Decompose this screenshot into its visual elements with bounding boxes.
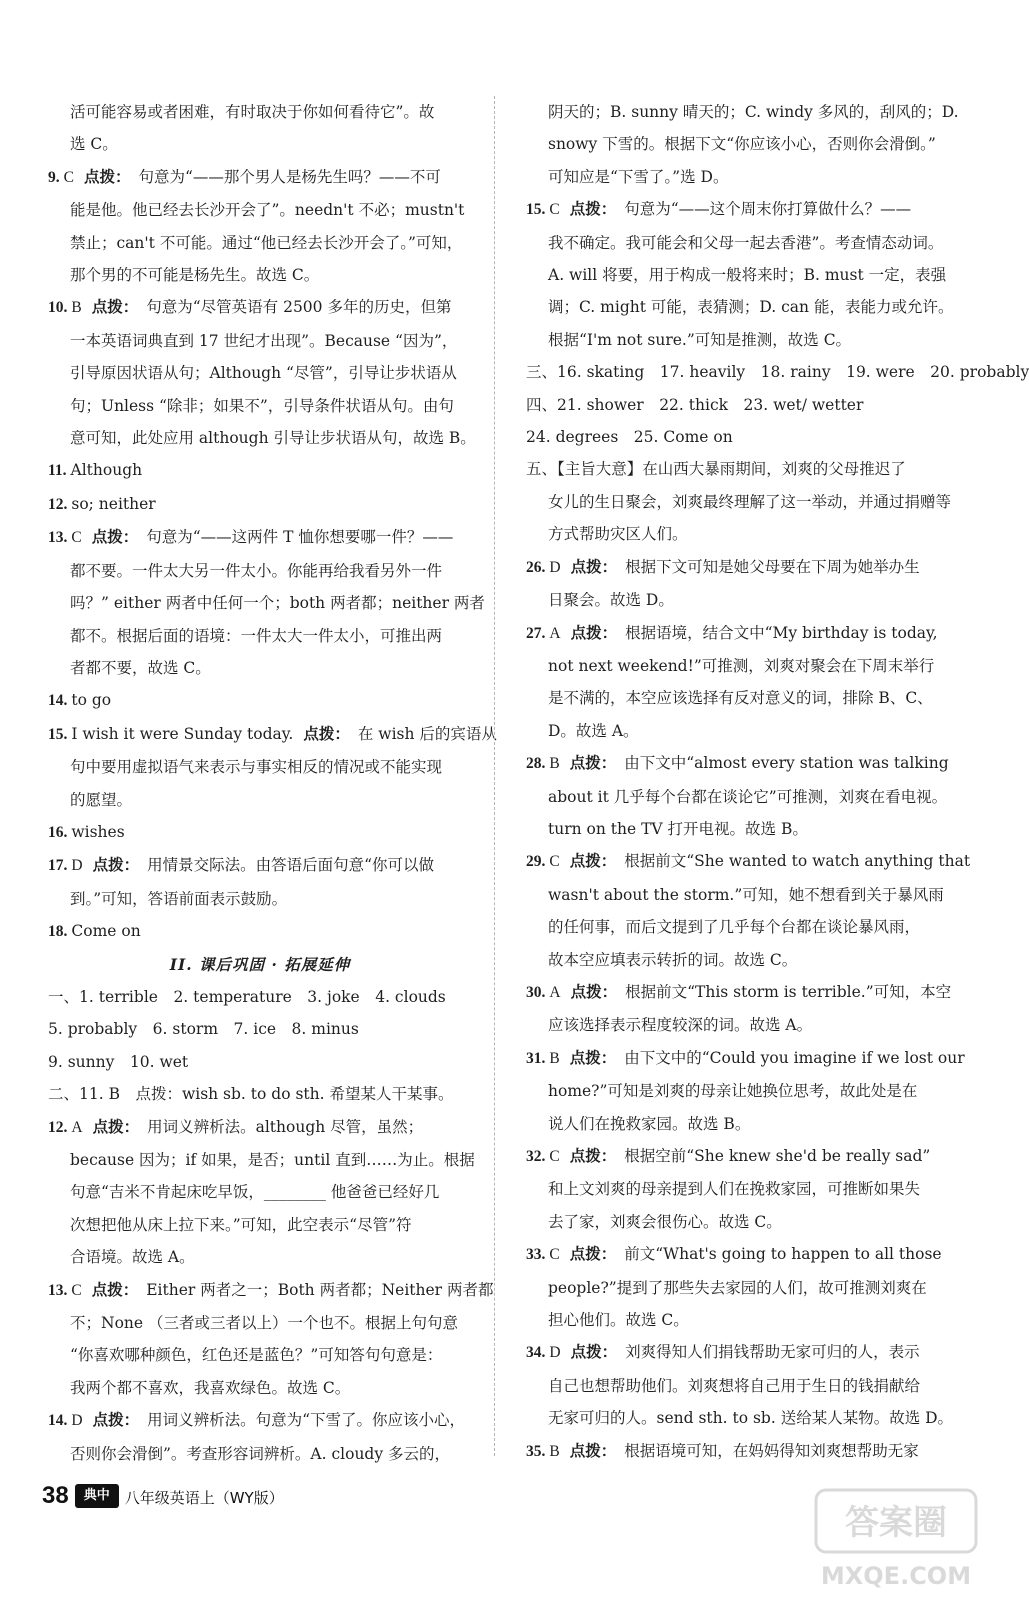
watermark-stamp: [806, 1484, 986, 1594]
text-line: [48, 422, 476, 454]
line-text: 都不要。一件太大另一件太小。你能再给我看另外一件: [70, 561, 443, 580]
line-text: 用情景交际法。由答语后面句意“你可以做: [147, 856, 435, 875]
line-text: D。故选 A。: [548, 721, 639, 740]
line-text: wishes: [71, 822, 125, 841]
hint-label: 点拨：: [569, 753, 617, 773]
answer-letter: B: [549, 1442, 560, 1460]
answer-item: [48, 718, 497, 751]
line-text: 那个男的不可能是杨先生。故选 C。: [70, 266, 320, 285]
hint-label: 点拨：: [92, 1116, 140, 1136]
line-text: 由下文中“almost every station was talking: [624, 754, 949, 773]
line-text: A. will 将要，用于构成一般将来时；B. must 一定，表强: [548, 266, 947, 285]
page-number: 38: [42, 1482, 69, 1509]
hint-label: 点拨：: [569, 1440, 617, 1460]
answer-letter: D: [549, 1344, 561, 1362]
line-text: 句意为“——那个男人是杨先生吗？——不可: [138, 167, 441, 186]
hint-label: 点拨：: [570, 556, 618, 576]
text-line: [526, 1370, 954, 1402]
hint-label: 点拨：: [303, 723, 350, 743]
text-line: [526, 421, 954, 453]
text-line: [526, 96, 959, 128]
line-text: 根据前文“She wanted to watch anything that: [624, 852, 971, 871]
line-text: 引导原因状语从句；Although “尽管”，引导让步状语从: [70, 364, 457, 383]
line-text: Although: [70, 461, 143, 480]
line-text: 应该选择表示程度较深的词。故选 A。: [548, 1016, 813, 1035]
answer-item: [526, 1238, 954, 1271]
hint-label: 点拨：: [569, 199, 617, 219]
text-line: [48, 1176, 472, 1208]
line-text: 去了家，刘爽会很伤心。故选 C。: [548, 1212, 782, 1231]
text-line: [526, 486, 954, 518]
text-line: [526, 879, 954, 911]
text-line: [526, 227, 954, 259]
line-text: 担心他们。故选 C。: [548, 1311, 689, 1330]
text-line: [526, 128, 954, 160]
answer-letter: B: [549, 1049, 560, 1067]
text-line: [526, 1206, 954, 1238]
answer-item: [48, 454, 472, 487]
text-line: [48, 1144, 475, 1176]
line-text: people?”提到了那些失去家园的人们，故可推测刘爽在: [548, 1278, 927, 1297]
line-text: 一本英语词典直到 17 世纪才出现”。Because “因为”，: [70, 331, 458, 350]
text-line: [526, 356, 1029, 388]
text-line: [48, 194, 472, 226]
answer-item: [526, 747, 954, 780]
line-text: 前文“What's going to happen to all those: [624, 1245, 942, 1264]
item-number: 27.: [526, 624, 546, 642]
hint-label: 点拨：: [83, 166, 131, 186]
left-column: [48, 96, 497, 1470]
text-line: [526, 650, 954, 682]
line-text: 方式帮助灾区人们。: [548, 525, 688, 544]
answer-letter: B: [549, 755, 560, 773]
answer-item: [526, 551, 954, 584]
answer-letter: C: [71, 1281, 82, 1299]
page-footer: [42, 1474, 284, 1508]
answer-letter: D: [71, 857, 83, 875]
line-text: 无家可归的人。send sth. to sb. 送给某人某物。故选 D。: [548, 1409, 954, 1428]
answer-letter: D: [71, 1412, 83, 1430]
line-text: 吗？” either 两者中任何一个；both 两者都；neither 两者: [70, 594, 485, 613]
line-text: 自己也想帮助他们。刘爽想将自己用于生日的钱捐献给: [548, 1376, 921, 1395]
text-line: [48, 325, 472, 357]
hint-label: 点拨：: [569, 1047, 617, 1067]
item-number: 32.: [526, 1148, 546, 1165]
line-text: 禁止；can't 不可能。通过“他已经去长沙开会了。”可知，: [70, 233, 463, 252]
hint-label: 点拨：: [92, 1410, 140, 1430]
line-text: 二、11. B 点拨：wish sb. to do sth. 希望某人干某事。: [48, 1085, 454, 1104]
text-line: [526, 813, 954, 845]
line-text: “你喜欢哪种颜色，红色还是蓝色？”可知答句句意是：: [70, 1346, 443, 1365]
answer-item: [526, 976, 954, 1009]
text-line: [526, 584, 954, 616]
line-text: 和上文刘爽的母亲提到人们在挽救家园，可推断如果失: [548, 1180, 921, 1199]
answer-item: [48, 291, 472, 324]
answer-letter: A: [549, 983, 561, 1001]
item-number: 12.: [48, 495, 68, 513]
line-text: 我两个都不喜欢，我喜欢绿色。故选 C。: [70, 1378, 351, 1397]
text-line: [526, 944, 954, 976]
line-text: 是不满的，本空应该选择有反对意义的词，排除 B、C、: [548, 689, 933, 708]
answer-letter: C: [549, 1246, 560, 1264]
line-text: snowy 下雪的。根据下文“你应该小心，否则你会滑倒。”: [548, 135, 936, 154]
item-number: 34.: [526, 1344, 546, 1362]
line-text: so; neither: [71, 494, 156, 513]
line-text: 五、【主旨大意】在山西大暴雨期间，刘爽的父母推迟了: [526, 460, 906, 479]
line-text: 合语境。故选 A。: [70, 1248, 195, 1267]
line-text: 句意为“尽管英语有 2500 多年的历史，但第: [146, 298, 452, 317]
text-line: [48, 1241, 472, 1273]
line-text: 句；Unless “除非；如果不”，引导条件状语从句。由句: [70, 396, 454, 415]
hint-label: 点拨：: [92, 855, 140, 875]
text-line: [48, 555, 472, 587]
answer-item: [48, 1404, 472, 1437]
answer-item: [526, 1336, 954, 1369]
line-text: 否则你会滑倒”。考查形容词辨析。A. cloudy 多云的，: [70, 1444, 451, 1463]
answer-letter: A: [549, 624, 561, 642]
line-text: 在 wish 后的宾语从: [357, 724, 497, 743]
item-number: 12.: [48, 1118, 68, 1136]
hint-label: 点拨：: [569, 851, 617, 871]
text-line: [48, 128, 472, 160]
line-text: 根据前文“This storm is terrible.”可知，本空: [625, 982, 952, 1001]
text-line: [48, 620, 472, 652]
text-line: [526, 389, 954, 421]
item-number: 28.: [526, 755, 546, 773]
text-line: [48, 883, 472, 915]
text-line: [48, 1438, 472, 1470]
answer-item: [48, 684, 472, 717]
line-text: 选 C。: [70, 135, 118, 154]
line-text: 根据下文可知是她父母要在下周为她举办生: [625, 557, 920, 576]
text-line: [48, 784, 472, 816]
text-line: [526, 259, 954, 291]
line-text: 者都不要，故选 C。: [70, 658, 211, 677]
answer-item: [526, 1042, 965, 1075]
hint-label: 点拨：: [91, 527, 139, 547]
text-line: [48, 96, 472, 128]
text-line: [526, 1009, 954, 1041]
text-line: [48, 652, 472, 684]
line-text: Come on: [71, 922, 141, 941]
answer-letter: B: [71, 299, 82, 317]
line-text: 24. degrees 25. Come on: [526, 428, 733, 447]
text-line: [48, 1372, 472, 1404]
text-line: [48, 227, 472, 259]
text-line: [48, 981, 472, 1013]
line-text: 由下文中的“Could you imagine if we lost our: [624, 1048, 965, 1067]
text-line: [526, 1173, 954, 1205]
item-number: 14.: [48, 1412, 68, 1430]
line-text: 阴天的；B. sunny 晴天的；C. windy 多风的，刮风的；D.: [548, 103, 959, 121]
text-line: [48, 587, 485, 619]
answer-item: [48, 161, 472, 194]
answer-letter: D: [549, 558, 561, 576]
item-number: 13.: [48, 529, 68, 547]
column-divider: [494, 96, 495, 1456]
hint-label: 点拨：: [91, 1279, 139, 1299]
text-line: [526, 715, 954, 747]
item-number: 9.: [48, 168, 60, 186]
hint-label: 点拨：: [569, 1244, 617, 1264]
publisher-logo: 典中: [75, 1484, 119, 1508]
line-text: 故本空应填表示转折的词。故选 C。: [548, 950, 798, 969]
answer-item: [48, 1274, 494, 1307]
answer-letter: C: [549, 853, 560, 871]
line-text: 句意为“——这两件 T 恤你想要哪一件？——: [146, 528, 454, 547]
line-text: 用词义辨析法。句意为“下雪了。你应该小心，: [147, 1411, 466, 1430]
text-line: [526, 1272, 954, 1304]
line-text: 5. probably 6. storm 7. ice 8. minus: [48, 1020, 359, 1039]
item-number: 31.: [526, 1049, 546, 1067]
line-text: 三、16. skating 17. heavily 18. rainy 19. were 20. probably: [526, 363, 1029, 382]
text-line: [48, 390, 472, 422]
item-number: 10.: [48, 299, 68, 317]
line-text: 四、21. shower 22. thick 23. wet/ wetter: [526, 395, 864, 414]
answer-letter: A: [71, 1118, 83, 1136]
line-text: 刘爽得知人们捐钱帮助无家可归的人，表示: [625, 1343, 920, 1362]
line-text: 句意“吉米不肯起床吃早饭，________ 他爸爸已经好几: [70, 1183, 440, 1202]
line-text: 的任何事，而后文提到了几乎每个台都在谈论暴风雨，: [548, 918, 921, 937]
line-text: because 因为；if 如果，是否；until 直到……为止。根据: [70, 1151, 475, 1169]
line-text: 日聚会。故选 D。: [548, 591, 674, 610]
line-text: 根据空前“She knew she'd be really sad”: [624, 1147, 931, 1165]
line-text: 说人们在挽救家园。故选 B。: [548, 1114, 751, 1133]
line-text: about it 几乎每个台都在谈论它”可推测，刘爽在看电视。: [548, 787, 948, 806]
line-text: 我不确定。我可能会和父母一起去香港”。考查情态动词。: [548, 233, 944, 252]
line-text: 意可知，此处应用 although 引导让步状语从句，故选 B。: [70, 429, 476, 448]
answer-item: [48, 816, 472, 849]
answer-item: [48, 488, 472, 521]
answer-item: [48, 849, 472, 882]
line-text: 根据“I'm not sure.”可知是推测，故选 C。: [548, 330, 852, 349]
item-number: 16.: [48, 823, 68, 841]
answer-item: [526, 845, 971, 878]
item-number: 11.: [48, 462, 67, 480]
line-text: 根据语境可知，在妈妈得知刘爽想帮助无家: [624, 1441, 919, 1460]
line-text: not next weekend!”可推测，刘爽对聚会在下周末举行: [548, 656, 935, 675]
line-text: 句意为“——这个周末你打算做什么？——: [624, 200, 912, 219]
line-text: I wish it were Sunday today.: [71, 724, 294, 743]
book-title: 八年级英语上（WY版）: [124, 1489, 284, 1507]
line-text: 活可能容易或者困难，有时取决于你如何看待它”。故: [70, 103, 435, 121]
answer-item: [526, 1435, 954, 1468]
answer-item: [526, 193, 954, 226]
section-heading: II. 课后巩固 · 拓展延伸: [169, 954, 351, 974]
answer-item: [48, 521, 472, 554]
line-text: Either 两者之一；Both 两者都；Neither 两者都: [146, 1280, 494, 1299]
watermark-logo-text: 答案圈: [845, 1503, 947, 1543]
item-number: 29.: [526, 853, 546, 871]
line-text: home?”可知是刘爽的母亲让她换位思考，故此处是在: [548, 1082, 918, 1101]
line-text: 女儿的生日聚会，刘爽最终理解了这一举动，并通过捐赠等: [548, 492, 952, 511]
text-line: [526, 682, 954, 714]
answer-item: [526, 617, 954, 650]
item-number: 18.: [48, 923, 68, 941]
item-number: 26.: [526, 558, 546, 576]
item-number: 13.: [48, 1281, 68, 1299]
line-text: 9. sunny 10. wet: [48, 1052, 189, 1071]
text-line: [48, 259, 472, 291]
line-text: 不；None （三者或三者以上）一个也不。根据上句句意: [70, 1314, 458, 1333]
line-text: 一、1. terrible 2. temperature 3. joke 4. clouds: [48, 987, 446, 1006]
answer-letter: C: [549, 201, 560, 219]
right-column: [526, 96, 1029, 1468]
text-line: [526, 291, 954, 323]
text-line: [48, 1013, 472, 1045]
item-number: 15.: [526, 201, 546, 219]
text-line: [526, 161, 954, 193]
text-line: [48, 1078, 472, 1110]
text-line: [526, 453, 954, 485]
item-number: 33.: [526, 1246, 546, 1264]
text-line: [526, 911, 954, 943]
item-number: 14.: [48, 692, 68, 710]
line-text: 根据语境，结合文中“My birthday is today,: [625, 623, 938, 642]
text-line: [526, 781, 954, 813]
text-line: [48, 1209, 472, 1241]
text-line: [526, 518, 954, 550]
text-line: [526, 1108, 954, 1140]
text-line: [526, 1075, 954, 1107]
line-text: to go: [71, 691, 112, 710]
hint-label: 点拨：: [570, 1342, 618, 1362]
line-text: 可知应是“下雪了。”选 D。: [548, 167, 729, 186]
item-number: 15.: [48, 725, 68, 743]
line-text: turn on the TV 打开电视。故选 B。: [548, 819, 808, 838]
line-text: 句中要用虚拟语气来表示与事实相反的情况或不能实现: [70, 758, 443, 777]
answer-letter: C: [549, 1148, 560, 1165]
text-line: [48, 1339, 472, 1371]
answer-item: [526, 1140, 954, 1173]
answer-letter: C: [63, 168, 74, 186]
line-text: 到。”可知，答语前面表示鼓励。: [70, 889, 288, 908]
text-line: [48, 751, 472, 783]
item-number: 35.: [526, 1442, 546, 1460]
line-text: 次想把他从床上拉下来。”可知，此空表示“尽管”符: [70, 1215, 412, 1234]
answer-letter: C: [71, 529, 82, 547]
text-line: [526, 1304, 954, 1336]
text-line: [526, 1402, 954, 1434]
line-text: wasn't about the storm.”可知，她不想看到关于暴风雨: [548, 885, 944, 904]
hint-label: 点拨：: [91, 297, 139, 317]
hint-label: 点拨：: [570, 622, 618, 642]
text-line: [526, 324, 954, 356]
line-text: 的愿望。: [70, 790, 133, 809]
item-number: 30.: [526, 983, 546, 1001]
line-text: 都不。根据后面的语境：一件太大一件太小，可推出两: [70, 626, 443, 645]
hint-label: 点拨：: [569, 1146, 617, 1165]
line-text: 调；C. might 可能，表猜测；D. can 能，表能力或允许。: [548, 298, 954, 317]
item-number: 17.: [48, 857, 68, 875]
hint-label: 点拨：: [570, 981, 618, 1001]
line-text: 能是他。他已经去长沙开会了”。needn't 不必；mustn't: [70, 201, 465, 220]
text-line: [48, 1046, 472, 1078]
line-text: 用词义辨析法。although 尽管，虽然；: [147, 1117, 424, 1136]
text-line: [48, 357, 472, 389]
watermark-site-text: MXQE.COM: [820, 1562, 972, 1590]
answer-item: [48, 915, 472, 948]
text-line: [48, 1307, 472, 1339]
answer-item: [48, 1111, 472, 1144]
